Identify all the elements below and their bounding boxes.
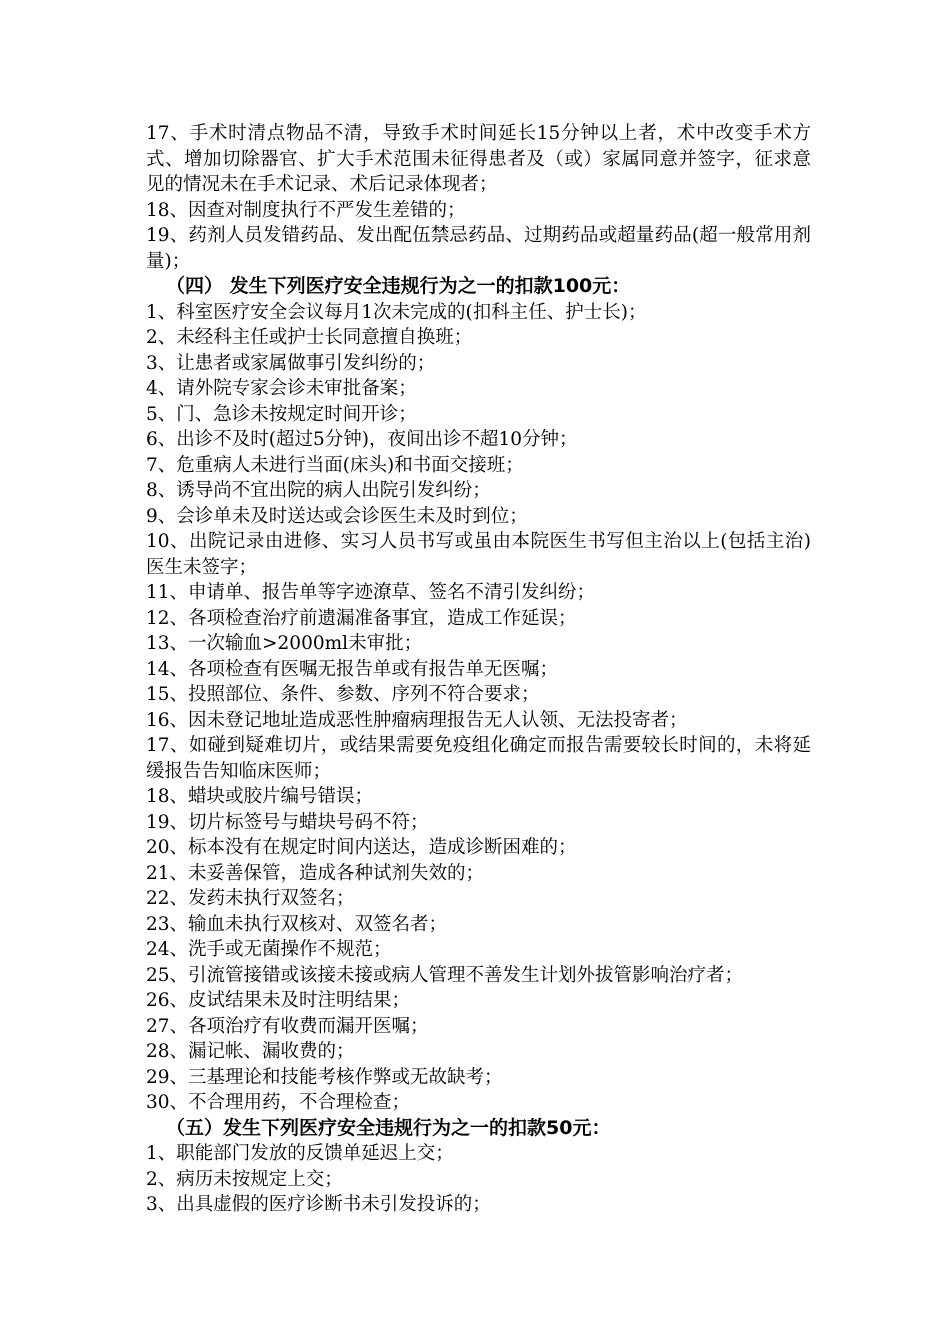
list-item: 16、因未登记地址造成恶性肿瘤病理报告无人认领、无法投寄者； — [146, 709, 688, 731]
list-item: 22、发药未执行双签名； — [146, 888, 355, 909]
list-item: 27、各项治疗有收费而漏开医嘱； — [146, 1015, 429, 1037]
list-item: 29、三基理论和技能考核作弊或无故缺考； — [146, 1066, 503, 1088]
list-item: 26、皮试结果未及时注明结果； — [146, 990, 411, 1011]
list-item: 18、蜡块或胶片编号错误； — [146, 786, 374, 807]
list-item: 1、职能部门发放的反馈单延迟上交； — [146, 1143, 454, 1164]
list-item: 13、一次输血>2000ml未审批； — [146, 633, 423, 654]
list-item: 1、科室医疗安全会议每月1次未完成的(扣科主任、护士长)； — [146, 301, 647, 323]
list-item: 14、各项检查有医嘱无报告单或有报告单无医嘱； — [146, 658, 559, 680]
list-item: 11、申请单、报告单等字迹潦草、签名不清引发纠纷； — [146, 582, 596, 603]
list-item: 24、洗手或无菌操作不规范； — [146, 939, 392, 960]
list-item: 19、药剂人员发错药品、发出配伍禁忌药品、过期药品或超量药品(超一般常用剂量)； — [146, 225, 811, 272]
list-item: 6、出诊不及时(超过5分钟)，夜间出诊不超10分钟； — [146, 429, 578, 450]
list-item: 3、出具虚假的医疗诊断书未引发投诉的； — [146, 1194, 491, 1215]
section-heading: （五）发生下列医疗安全违规行为之一的扣款50元： — [166, 1116, 611, 1139]
list-item: 3、让患者或家属做事引发纠纷的； — [146, 352, 436, 374]
list-item: 17、手术时清点物品不清，导致手术时间延长15分钟以上者，术中改变手术方式、增加切除器官、扩大手术范围未征得患者及（或）家属同意并签字，征求意见的情况未在手术记录、术后记录体现者； — [146, 123, 811, 195]
list-item: 2、未经科主任或护士长同意擅自换班； — [146, 327, 473, 348]
list-item: 4、请外院专家会诊未审批备案； — [146, 378, 417, 399]
list-item: 15、投照部位、条件、参数、序列不符合要求； — [146, 684, 540, 705]
list-item: 25、引流管接错或该接未接或病人管理不善发生计划外拔管影响治疗者； — [146, 964, 744, 986]
list-item: 28、漏记帐、漏收费的； — [146, 1041, 355, 1062]
list-item: 7、危重病人未进行当面(床头)和书面交接班； — [146, 454, 524, 476]
document-page — [146, 121, 811, 1218]
list-item: 19、切片标签号与蜡块号码不符； — [146, 811, 429, 833]
list-item: 20、标本没有在规定时间内送达，造成诊断困难的； — [146, 837, 577, 858]
list-item: 23、输血未执行双核对、双签名者； — [146, 913, 448, 935]
list-item: 21、未妥善保管，造成各种试剂失效的； — [146, 862, 485, 884]
list-item: 5、门、急诊未按规定时间开诊； — [146, 403, 417, 425]
list-item: 9、会诊单未及时送达或会诊医生未及时到位； — [146, 505, 528, 527]
list-item: 8、诱导尚不宜出院的病人出院引发纠纷； — [146, 480, 491, 501]
section-5 — [146, 1116, 811, 1218]
list-item: 10、出院记录由进修、实习人员书写或虽由本院医生书写但主治以上(包括主治)医生未签字； — [146, 531, 811, 578]
list-item: 12、各项检查治疗前遗漏准备事宜，造成工作延误； — [146, 607, 577, 629]
section-3-tail — [146, 121, 811, 274]
list-item: 30、不合理用药，不合理检查； — [146, 1092, 411, 1113]
list-item: 17、如碰到疑难切片，或结果需要免疫组化确定而报告需要较长时间的，未将延缓报告告知临床医师； — [146, 735, 811, 782]
list-item: 18、因查对制度执行不严发生差错的； — [146, 199, 466, 221]
list-item: 2、病历未按规定上交； — [146, 1168, 343, 1190]
section-4 — [146, 274, 811, 1116]
section-heading: （四） 发生下列医疗安全违规行为之一的扣款100元： — [166, 275, 631, 297]
